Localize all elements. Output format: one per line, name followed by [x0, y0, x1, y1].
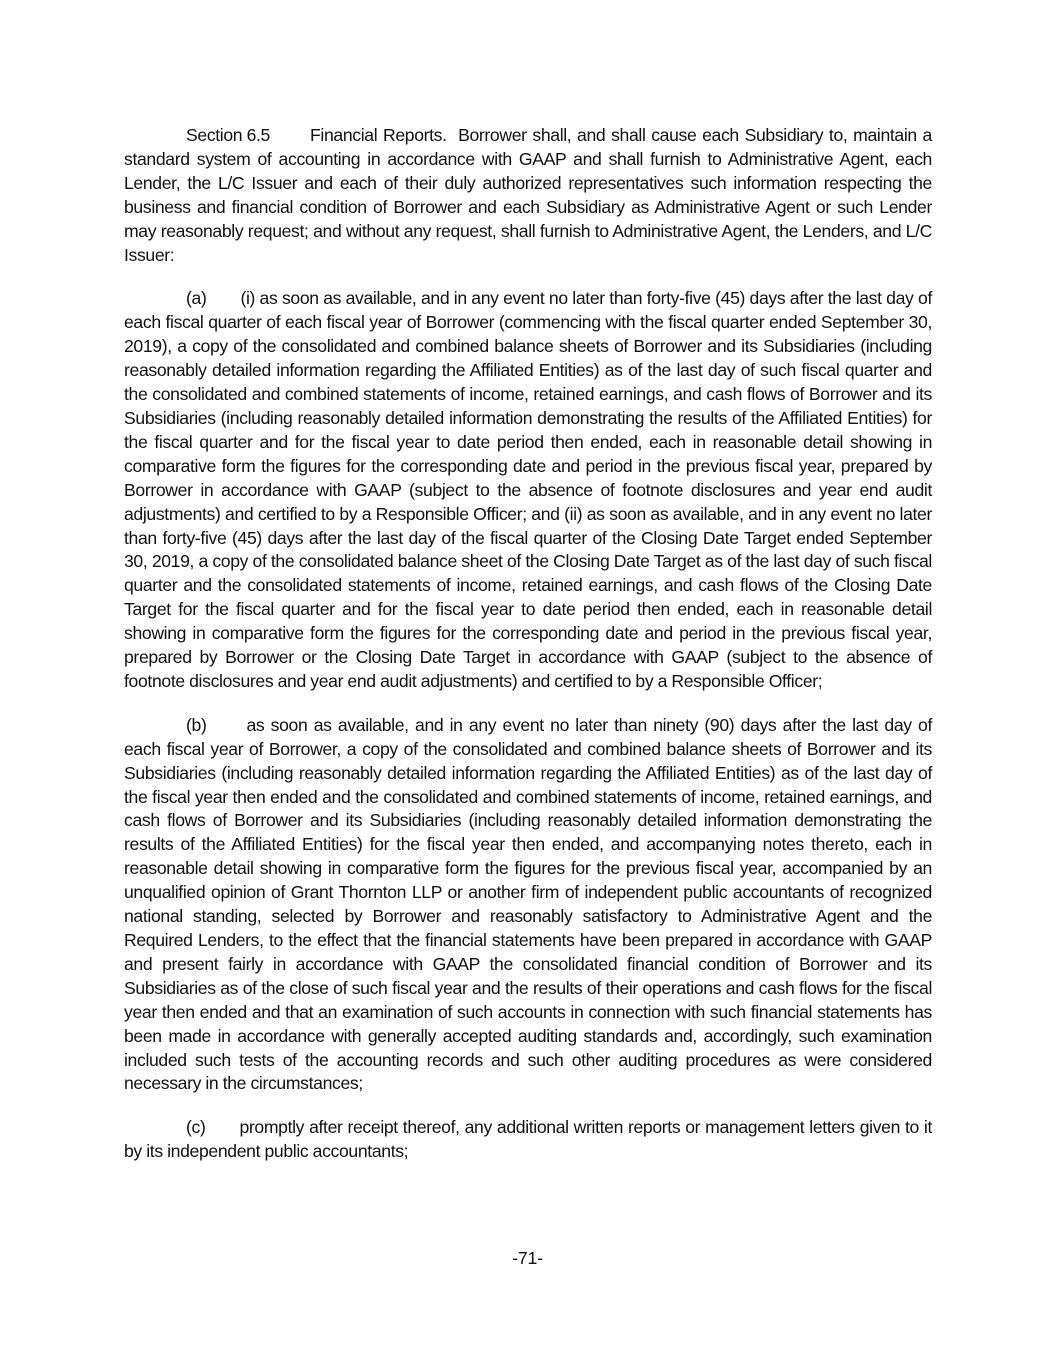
- document-page: [124, 124, 932, 1184]
- list-item-text: as soon as available, and in any event no later than ninety (90) days after the last day of each fiscal year of Borrower, a copy of the consolidated and combined balance sheets of Borrower and its Subsidiaries (including reasonably detailed information regarding the Affiliated Entities) as of the last day of the fiscal year then ended and the consolidated and combined statements of income, retained earnings, and cash flows of Borrower and its Subsidiaries (including reasonably detailed information demonstrating the results of the Affiliated Entities) for the fiscal year then ended, and accompanying notes thereto, each in reasonable detail showing in comparative form the figures for the previous fiscal year, accompanied by an unqualified opinion of Grant Thornton LLP or another firm of independent public accountants of recognized national standing, selected by Borrower and reasonably satisfactory to Administrative Agent and the Required Lenders, to the effect that the financial statements have been prepared in accordance with GAAP and present fairly in accordance with GAAP the consolidated financial condition of Borrower and its Subsidiaries as of the close of such fiscal year and the results of their operations and cash flows for the fiscal year then ended and that an examination of such accounts in connection with such financial statements has been made in accordance with generally accepted auditing standards and, accordingly, such examination included such tests of the accounting records and such other auditing procedures as were considered necessary in the circumstances;: [124, 714, 932, 1094]
- list-item-b: [124, 714, 932, 1097]
- list-item-text: (i) as soon as available, and in any event no later than forty-five (45) days after the last day of each fiscal quarter of each fiscal year of Borrower (commencing with the fiscal quarter ended September 30, 2019), a copy of the consolidated and combined balance sheets of Borrower and its Subsidiaries (including reasonably detailed information regarding the Affiliated Entities) as of the last day of such fiscal quarter and the consolidated and combined statements of income, retained earnings, and cash flows of Borrower and its Subsidiaries (including reasonably detailed information demonstrating the results of the Affiliated Entities) for the fiscal quarter and for the fiscal year to date period then ended, each in reasonable detail showing in comparative form the figures for the corresponding date and period in the previous fiscal year, prepared by Borrower in accordance with GAAP (subject to the absence of footnote disclosures and year end audit adjustments) and certified to by a Responsible Officer; and (ii) as soon as available, and in any event no later than forty-five (45) days after the last day of the fiscal quarter of the Closing Date Target ended September 30, 2019, a copy of the consolidated balance sheet of the Closing Date Target as of the last day of such fiscal quarter and the consolidated statements of income, retained earnings, and cash flows of the Closing Date Target for the fiscal quarter and for the fiscal year to date period then ended, each in reasonable detail showing in comparative form the figures for the corresponding date and period in the previous fiscal year, prepared by Borrower or the Closing Date Target in accordance with GAAP (subject to the absence of footnote disclosures and year end audit adjustments) and certified to by a Responsible Officer;: [124, 288, 932, 691]
- list-item-marker: (c): [186, 1117, 206, 1138]
- list-item-marker: (b): [186, 714, 207, 735]
- page-number: -71-: [512, 1248, 543, 1268]
- list-item-marker: (a): [186, 288, 207, 309]
- list-item-c: [124, 1116, 932, 1164]
- list-item-a: [124, 287, 932, 693]
- section-number: Section 6.5: [186, 125, 270, 145]
- section-title: Financial Reports.: [310, 125, 447, 145]
- section-body: Borrower shall, and shall cause each Subsidiary to, maintain a standard system of accounting in accordance with GAAP and shall furnish to Administrative Agent, each Lender, the L/C Issuer and each of their duly authorized representatives such information respecting the business and financial condition of Borrower and each Subsidiary as Administrative Agent or such Lender may reasonably request; and without any request, shall furnish to Administrative Agent, the Lenders, and L/C Issuer:: [124, 125, 932, 265]
- list-item-text: promptly after receipt thereof, any additional written reports or management letters given to it by its independent public accountants;: [124, 1117, 932, 1162]
- section-paragraph: [124, 124, 932, 267]
